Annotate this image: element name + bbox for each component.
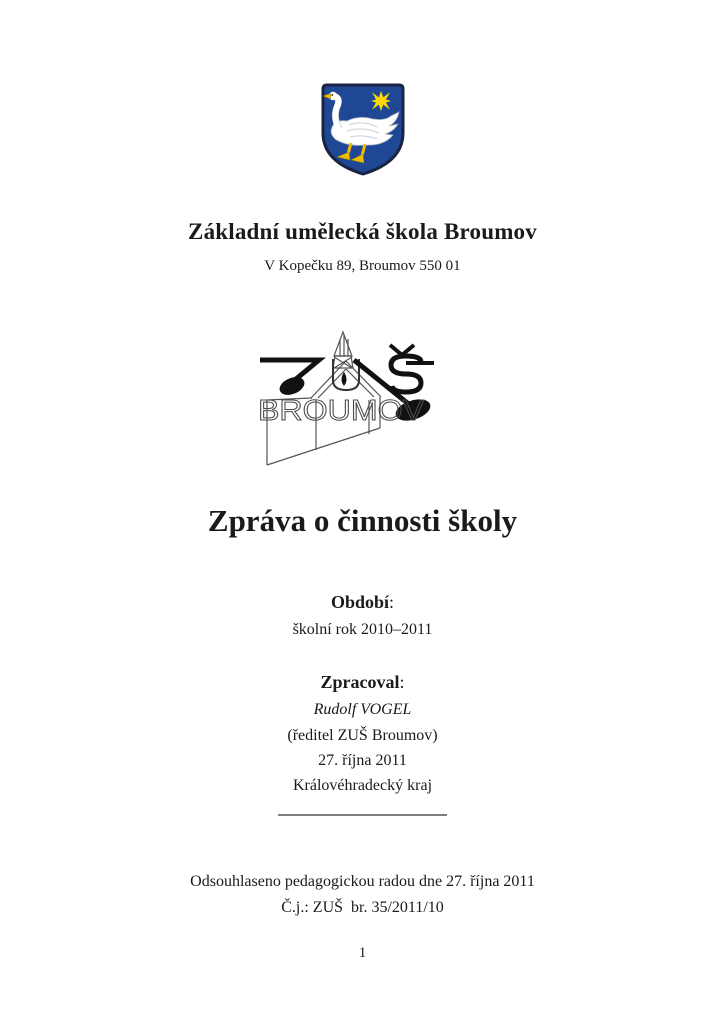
reference-number: Č.j.: ZUŠ br. 35/2011/10 (281, 899, 444, 916)
school-address: V Kopečku 89, Broumov 550 01 (264, 258, 461, 274)
main-title: Zpráva o činnosti školy (207, 503, 518, 538)
period-value: školní rok 2010–2011 (292, 621, 433, 638)
coat-of-arms-icon (319, 83, 407, 177)
region-name: Královéhradecký kraj (292, 777, 433, 794)
author-name: Rudolf VOGEL (313, 701, 412, 718)
star-icon (371, 91, 391, 111)
report-date: 27. října 2011 (318, 752, 407, 769)
author-role: (ředitel ZUŠ Broumov) (287, 727, 438, 744)
school-logo-icon (256, 328, 456, 476)
approval-note: Odsouhlaseno pedagogickou radou dne 27. října 2011 (190, 873, 535, 890)
page-number: 1 (358, 945, 367, 961)
school-name: Základní umělecká škola Broumov (188, 219, 537, 244)
divider-line (278, 814, 447, 816)
author-label: Zpracoval: (320, 672, 405, 692)
logo-wordmark: BROUMOV (258, 395, 425, 427)
period-label: Období: (330, 592, 395, 612)
logo-letter-z (260, 360, 319, 398)
